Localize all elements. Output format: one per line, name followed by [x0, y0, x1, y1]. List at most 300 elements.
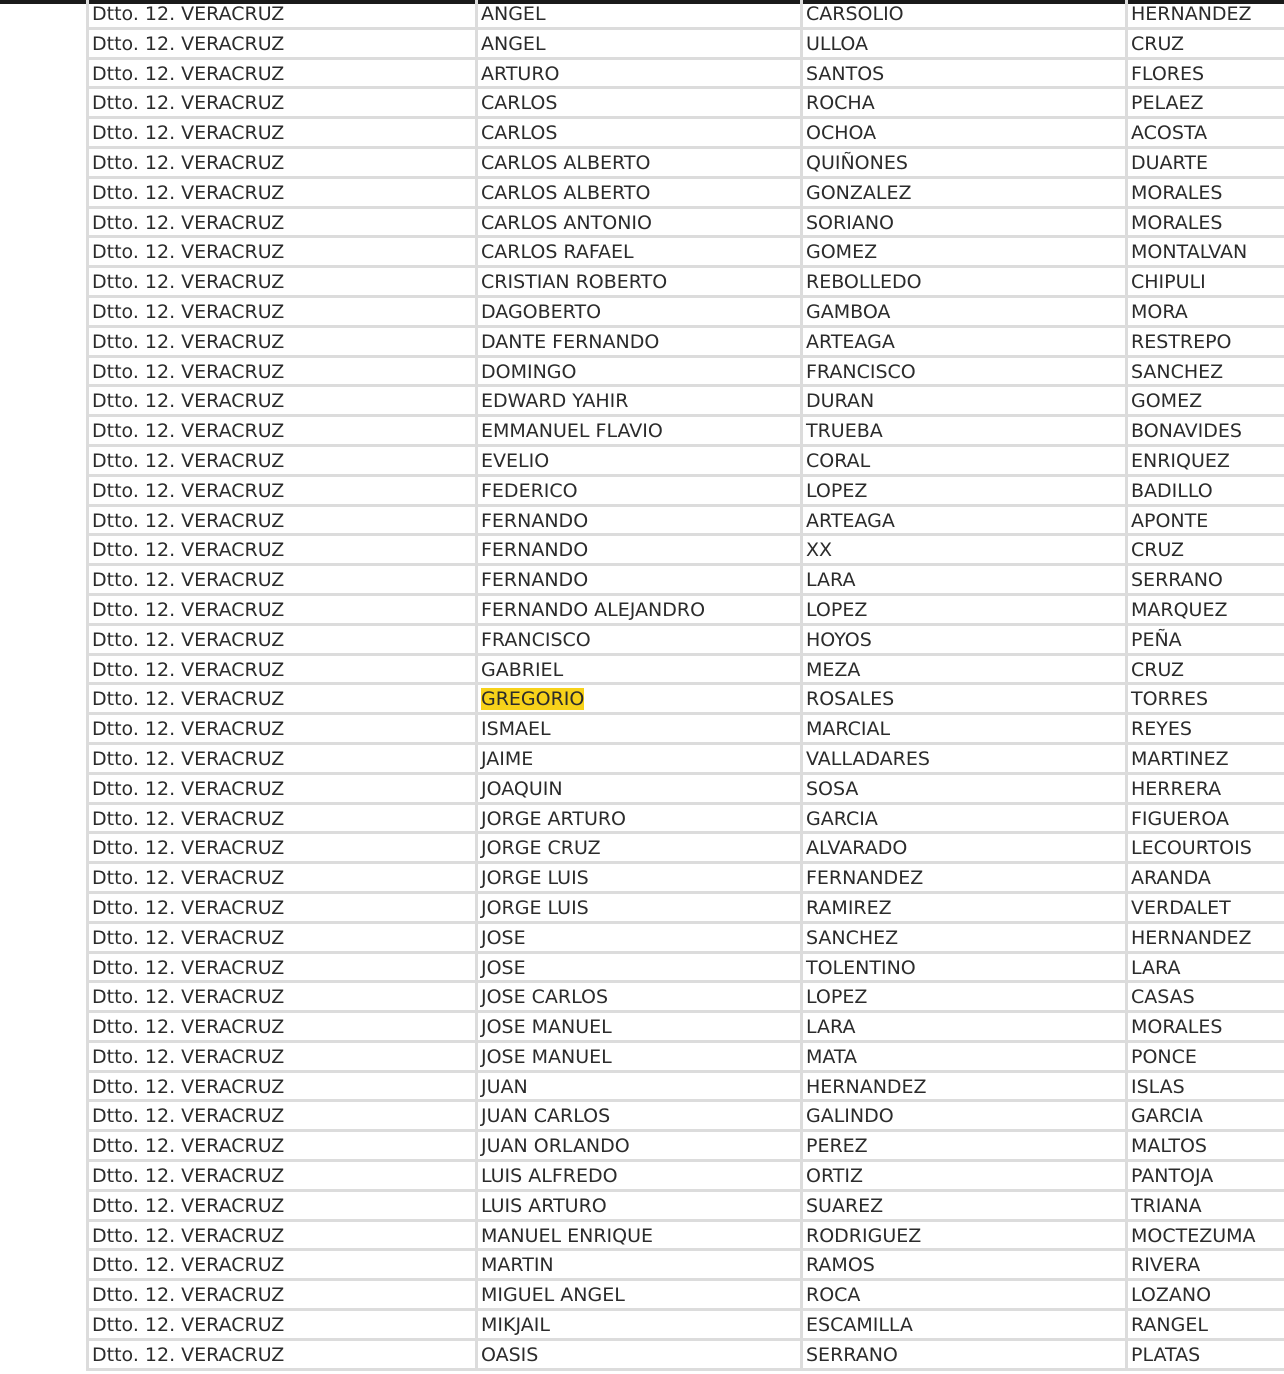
maternal-surname-cell — [1128, 1013, 1284, 1040]
district-cell — [89, 30, 478, 57]
cell-text: SORIANO — [806, 211, 894, 234]
first-name-cell — [478, 209, 803, 236]
cell-text: FERNANDO — [481, 539, 589, 562]
cell-text: MEZA — [806, 658, 861, 681]
first-name-cell — [478, 149, 803, 176]
district-cell — [89, 1222, 478, 1249]
cell-text: TRIANA — [1131, 1194, 1202, 1217]
table-row — [89, 1102, 1284, 1132]
maternal-surname-cell — [1128, 656, 1284, 683]
table-row — [89, 924, 1284, 954]
first-name-cell — [478, 0, 803, 27]
cell-text: LUIS ALFREDO — [481, 1165, 618, 1188]
table-row — [89, 566, 1284, 596]
table-row — [89, 328, 1284, 358]
cell-text: Dtto. 12. VERACRUZ — [92, 658, 285, 681]
first-name-cell — [478, 536, 803, 563]
paternal-surname-cell — [803, 864, 1128, 891]
cell-text: JORGE LUIS — [481, 867, 589, 890]
candidate-table — [86, 0, 1284, 1371]
first-name-cell — [478, 626, 803, 653]
cell-text: Dtto. 12. VERACRUZ — [92, 926, 285, 949]
district-cell — [89, 477, 478, 504]
maternal-surname-cell — [1128, 89, 1284, 116]
cell-text: ROCA — [806, 1284, 861, 1307]
maternal-surname-cell — [1128, 894, 1284, 921]
cell-text: CARLOS ALBERTO — [481, 151, 651, 174]
cell-text: CARSOLIO — [806, 3, 904, 25]
first-name-cell — [478, 656, 803, 683]
cell-text: Dtto. 12. VERACRUZ — [92, 807, 285, 830]
maternal-surname-cell — [1128, 447, 1284, 474]
district-cell — [89, 864, 478, 891]
highlighted-cell-text: GREGORIO — [481, 688, 585, 711]
maternal-surname-cell — [1128, 417, 1284, 444]
cell-text: FERNANDO ALEJANDRO — [481, 598, 706, 621]
first-name-cell — [478, 238, 803, 265]
table-row — [89, 775, 1284, 805]
cell-text: Dtto. 12. VERACRUZ — [92, 211, 285, 234]
first-name-cell — [478, 268, 803, 295]
paternal-surname-cell — [803, 298, 1128, 325]
cell-text: TORRES — [1131, 688, 1209, 711]
first-name-cell — [478, 89, 803, 116]
district-cell — [89, 417, 478, 444]
cell-text: DAGOBERTO — [481, 300, 602, 323]
cell-text: Dtto. 12. VERACRUZ — [92, 867, 285, 890]
cell-text: JUAN ORLANDO — [481, 1135, 630, 1158]
cell-text: DUARTE — [1131, 151, 1208, 174]
maternal-surname-cell — [1128, 1222, 1284, 1249]
cell-text: Dtto. 12. VERACRUZ — [92, 718, 285, 741]
paternal-surname-cell — [803, 805, 1128, 832]
cell-text: LARA — [806, 569, 856, 592]
paternal-surname-cell — [803, 1192, 1128, 1219]
paternal-surname-cell — [803, 238, 1128, 265]
cell-text: ESCAMILLA — [806, 1314, 913, 1337]
cell-text: MANUEL ENRIQUE — [481, 1224, 654, 1247]
cell-text: FERNANDEZ — [806, 867, 924, 890]
district-cell — [89, 894, 478, 921]
maternal-surname-cell — [1128, 0, 1284, 27]
cell-text: HERRERA — [1131, 777, 1222, 800]
cell-text: LOPEZ — [806, 986, 868, 1009]
paternal-surname-cell — [803, 1222, 1128, 1249]
paternal-surname-cell — [803, 1102, 1128, 1129]
table-row — [89, 1132, 1284, 1162]
cell-text: Dtto. 12. VERACRUZ — [92, 449, 285, 472]
cell-text: Dtto. 12. VERACRUZ — [92, 1254, 285, 1277]
table-row — [89, 1311, 1284, 1341]
cell-text: Dtto. 12. VERACRUZ — [92, 837, 285, 860]
cell-text: Dtto. 12. VERACRUZ — [92, 1075, 285, 1098]
cell-text: LARA — [1131, 956, 1181, 979]
first-name-cell — [478, 775, 803, 802]
table-row — [89, 656, 1284, 686]
maternal-surname-cell — [1128, 298, 1284, 325]
cell-text: Dtto. 12. VERACRUZ — [92, 1284, 285, 1307]
maternal-surname-cell — [1128, 60, 1284, 87]
paternal-surname-cell — [803, 60, 1128, 87]
maternal-surname-cell — [1128, 1281, 1284, 1308]
table-row — [89, 477, 1284, 507]
table-row — [89, 60, 1284, 90]
cell-text: EMMANUEL FLAVIO — [481, 420, 663, 443]
cell-text: Dtto. 12. VERACRUZ — [92, 1314, 285, 1337]
cell-text: Dtto. 12. VERACRUZ — [92, 777, 285, 800]
cell-text: JORGE CRUZ — [481, 837, 601, 860]
cell-text: APONTE — [1131, 509, 1209, 532]
cell-text: MONTALVAN — [1131, 241, 1248, 264]
maternal-surname-cell — [1128, 1192, 1284, 1219]
district-cell — [89, 298, 478, 325]
table-row — [89, 179, 1284, 209]
table-row — [89, 1162, 1284, 1192]
cell-text: CORAL — [806, 449, 871, 472]
first-name-cell — [478, 596, 803, 623]
first-name-cell — [478, 745, 803, 772]
cell-text: FRANCISCO — [481, 628, 591, 651]
paternal-surname-cell — [803, 507, 1128, 534]
cell-text: Dtto. 12. VERACRUZ — [92, 509, 285, 532]
cell-text: FLORES — [1131, 62, 1205, 85]
paternal-surname-cell — [803, 954, 1128, 981]
maternal-surname-cell — [1128, 1132, 1284, 1159]
table-row — [89, 0, 1284, 30]
table-row — [89, 387, 1284, 417]
cell-text: PLATAS — [1131, 1343, 1201, 1366]
first-name-cell — [478, 894, 803, 921]
maternal-surname-cell — [1128, 477, 1284, 504]
maternal-surname-cell — [1128, 924, 1284, 951]
paternal-surname-cell — [803, 119, 1128, 146]
cell-text: CHIPULI — [1131, 271, 1206, 294]
cell-text: VERDALET — [1131, 896, 1231, 919]
cell-text: ARTEAGA — [806, 330, 895, 353]
district-cell — [89, 983, 478, 1010]
cell-text: ANGEL — [481, 3, 546, 25]
paternal-surname-cell — [803, 1132, 1128, 1159]
maternal-surname-cell — [1128, 387, 1284, 414]
maternal-surname-cell — [1128, 507, 1284, 534]
cell-text: HERNANDEZ — [1131, 926, 1252, 949]
cell-text: OCHOA — [806, 122, 877, 145]
first-name-cell — [478, 1162, 803, 1189]
table-row — [89, 536, 1284, 566]
cell-text: MOCTEZUMA — [1131, 1224, 1256, 1247]
paternal-surname-cell — [803, 1162, 1128, 1189]
cell-text: HERNANDEZ — [806, 1075, 927, 1098]
district-cell — [89, 805, 478, 832]
table-row — [89, 30, 1284, 60]
district-cell — [89, 238, 478, 265]
maternal-surname-cell — [1128, 268, 1284, 295]
paternal-surname-cell — [803, 417, 1128, 444]
first-name-cell — [478, 864, 803, 891]
cell-text: Dtto. 12. VERACRUZ — [92, 1135, 285, 1158]
district-cell — [89, 924, 478, 951]
cell-text: SERRANO — [1131, 569, 1223, 592]
cell-text: EDWARD YAHIR — [481, 390, 629, 413]
cell-text: DANTE FERNANDO — [481, 330, 660, 353]
cell-text: GALINDO — [806, 1105, 894, 1128]
cell-text: GABRIEL — [481, 658, 564, 681]
paternal-surname-cell — [803, 626, 1128, 653]
cell-text: PANTOJA — [1131, 1165, 1214, 1188]
paternal-surname-cell — [803, 0, 1128, 27]
cell-text: Dtto. 12. VERACRUZ — [92, 271, 285, 294]
district-cell — [89, 1013, 478, 1040]
cell-text: PEÑA — [1131, 628, 1182, 651]
cell-text: ENRIQUEZ — [1131, 449, 1230, 472]
maternal-surname-cell — [1128, 983, 1284, 1010]
cell-text: JORGE ARTURO — [481, 807, 627, 830]
table-row — [89, 119, 1284, 149]
cell-text: PEREZ — [806, 1135, 868, 1158]
table-row — [89, 626, 1284, 656]
district-cell — [89, 1162, 478, 1189]
cell-text: SUAREZ — [806, 1194, 884, 1217]
cell-text: JAIME — [481, 747, 534, 770]
cell-text: HOYOS — [806, 628, 872, 651]
first-name-cell — [478, 1013, 803, 1040]
cell-text: ARTEAGA — [806, 509, 895, 532]
first-name-cell — [478, 1341, 803, 1368]
maternal-surname-cell — [1128, 1162, 1284, 1189]
cell-text: Dtto. 12. VERACRUZ — [92, 1165, 285, 1188]
first-name-cell — [478, 1281, 803, 1308]
district-cell — [89, 89, 478, 116]
first-name-cell — [478, 715, 803, 742]
cell-text: Dtto. 12. VERACRUZ — [92, 896, 285, 919]
district-cell — [89, 60, 478, 87]
paternal-surname-cell — [803, 209, 1128, 236]
maternal-surname-cell — [1128, 775, 1284, 802]
cell-text: LOPEZ — [806, 479, 868, 502]
first-name-cell — [478, 1192, 803, 1219]
cell-text: CRISTIAN ROBERTO — [481, 271, 668, 294]
cell-text: SANTOS — [806, 62, 885, 85]
cell-text: MARTIN — [481, 1254, 554, 1277]
cell-text: HERNANDEZ — [1131, 3, 1252, 25]
first-name-cell — [478, 477, 803, 504]
cell-text: LUIS ARTURO — [481, 1194, 607, 1217]
maternal-surname-cell — [1128, 626, 1284, 653]
cell-text: Dtto. 12. VERACRUZ — [92, 330, 285, 353]
paternal-surname-cell — [803, 894, 1128, 921]
cell-text: CRUZ — [1131, 539, 1185, 562]
district-cell — [89, 1043, 478, 1070]
cell-text: CARLOS RAFAEL — [481, 241, 634, 264]
table-row — [89, 1281, 1284, 1311]
table-row — [89, 1251, 1284, 1281]
maternal-surname-cell — [1128, 715, 1284, 742]
maternal-surname-cell — [1128, 149, 1284, 176]
cell-text: ACOSTA — [1131, 122, 1208, 145]
maternal-surname-cell — [1128, 596, 1284, 623]
maternal-surname-cell — [1128, 30, 1284, 57]
paternal-surname-cell — [803, 328, 1128, 355]
cell-text: GOMEZ — [806, 241, 878, 264]
cell-text: Dtto. 12. VERACRUZ — [92, 1343, 285, 1366]
district-cell — [89, 268, 478, 295]
paternal-surname-cell — [803, 834, 1128, 861]
cell-text: PELAEZ — [1131, 92, 1204, 115]
cell-text: Dtto. 12. VERACRUZ — [92, 360, 285, 383]
cell-text: JUAN — [481, 1075, 528, 1098]
paternal-surname-cell — [803, 685, 1128, 712]
cell-text: MORALES — [1131, 181, 1223, 204]
cell-text: CARLOS ANTONIO — [481, 211, 652, 234]
first-name-cell — [478, 834, 803, 861]
table-row — [89, 834, 1284, 864]
cell-text: JUAN CARLOS — [481, 1105, 611, 1128]
maternal-surname-cell — [1128, 685, 1284, 712]
maternal-surname-cell — [1128, 358, 1284, 385]
paternal-surname-cell — [803, 1311, 1128, 1338]
cell-text: CRUZ — [1131, 32, 1185, 55]
table-row — [89, 745, 1284, 775]
maternal-surname-cell — [1128, 805, 1284, 832]
cell-text: MORA — [1131, 300, 1188, 323]
cell-text: RODRIGUEZ — [806, 1224, 922, 1247]
cell-text: JOSE CARLOS — [481, 986, 609, 1009]
district-cell — [89, 1102, 478, 1129]
cell-text: CARLOS — [481, 92, 558, 115]
paternal-surname-cell — [803, 268, 1128, 295]
district-cell — [89, 507, 478, 534]
maternal-surname-cell — [1128, 179, 1284, 206]
cell-text: MARTINEZ — [1131, 747, 1229, 770]
cell-text: Dtto. 12. VERACRUZ — [92, 628, 285, 651]
cell-text: JOSE MANUEL — [481, 1016, 612, 1039]
cell-text: DOMINGO — [481, 360, 577, 383]
cell-text: CARLOS — [481, 122, 558, 145]
first-name-cell — [478, 805, 803, 832]
table-row — [89, 209, 1284, 239]
paternal-surname-cell — [803, 447, 1128, 474]
paternal-surname-cell — [803, 1281, 1128, 1308]
maternal-surname-cell — [1128, 1341, 1284, 1368]
table-row — [89, 268, 1284, 298]
cell-text: Dtto. 12. VERACRUZ — [92, 1224, 285, 1247]
table-row — [89, 89, 1284, 119]
first-name-cell — [478, 1102, 803, 1129]
cell-text: RESTREPO — [1131, 330, 1232, 353]
cell-text: ISLAS — [1131, 1075, 1185, 1098]
table-row — [89, 894, 1284, 924]
cell-text: Dtto. 12. VERACRUZ — [92, 32, 285, 55]
first-name-cell — [478, 1132, 803, 1159]
cell-text: Dtto. 12. VERACRUZ — [92, 122, 285, 145]
cell-text: SANCHEZ — [806, 926, 899, 949]
table-row — [89, 596, 1284, 626]
table-row — [89, 298, 1284, 328]
paternal-surname-cell — [803, 924, 1128, 951]
district-cell — [89, 536, 478, 563]
first-name-cell — [478, 60, 803, 87]
paternal-surname-cell — [803, 775, 1128, 802]
paternal-surname-cell — [803, 1341, 1128, 1368]
cell-text: ARTURO — [481, 62, 560, 85]
cell-text: Dtto. 12. VERACRUZ — [92, 479, 285, 502]
cell-text: Dtto. 12. VERACRUZ — [92, 300, 285, 323]
district-cell — [89, 745, 478, 772]
cell-text: REYES — [1131, 718, 1192, 741]
paternal-surname-cell — [803, 89, 1128, 116]
district-cell — [89, 656, 478, 683]
cell-text: Dtto. 12. VERACRUZ — [92, 62, 285, 85]
first-name-cell — [478, 30, 803, 57]
first-name-cell — [478, 387, 803, 414]
cell-text: RIVERA — [1131, 1254, 1201, 1277]
cell-text: RANGEL — [1131, 1314, 1208, 1337]
cell-text: MORALES — [1131, 211, 1223, 234]
cell-text: JORGE LUIS — [481, 896, 589, 919]
cell-text: SERRANO — [806, 1343, 898, 1366]
district-cell — [89, 0, 478, 27]
paternal-surname-cell — [803, 477, 1128, 504]
district-cell — [89, 685, 478, 712]
first-name-cell — [478, 1073, 803, 1100]
cell-text: Dtto. 12. VERACRUZ — [92, 1105, 285, 1128]
cell-text: LECOURTOIS — [1131, 837, 1252, 860]
table-row — [89, 1043, 1284, 1073]
paternal-surname-cell — [803, 149, 1128, 176]
cell-text: Dtto. 12. VERACRUZ — [92, 1194, 285, 1217]
district-cell — [89, 209, 478, 236]
cell-text: Dtto. 12. VERACRUZ — [92, 420, 285, 443]
cell-text: ANGEL — [481, 32, 546, 55]
cell-text: CRUZ — [1131, 658, 1185, 681]
paternal-surname-cell — [803, 536, 1128, 563]
cell-text: JOSE MANUEL — [481, 1045, 612, 1068]
first-name-cell — [478, 685, 803, 712]
district-cell — [89, 954, 478, 981]
district-cell — [89, 1073, 478, 1100]
cell-text: GAMBOA — [806, 300, 891, 323]
cell-text: EVELIO — [481, 449, 550, 472]
district-cell — [89, 834, 478, 861]
paternal-surname-cell — [803, 1073, 1128, 1100]
paternal-surname-cell — [803, 30, 1128, 57]
cell-text: Dtto. 12. VERACRUZ — [92, 688, 285, 711]
paternal-surname-cell — [803, 1251, 1128, 1278]
cell-text: ISMAEL — [481, 718, 551, 741]
paternal-surname-cell — [803, 1043, 1128, 1070]
paternal-surname-cell — [803, 596, 1128, 623]
cell-text: MIKJAIL — [481, 1314, 550, 1337]
cell-text: RAMIREZ — [806, 896, 892, 919]
table-row — [89, 954, 1284, 984]
cell-text: LOPEZ — [806, 598, 868, 621]
cell-text: ORTIZ — [806, 1165, 863, 1188]
cell-text: MATA — [806, 1045, 858, 1068]
cell-text: SANCHEZ — [1131, 360, 1224, 383]
cell-text: Dtto. 12. VERACRUZ — [92, 181, 285, 204]
cell-text: ROSALES — [806, 688, 895, 711]
first-name-cell — [478, 417, 803, 444]
cell-text: Dtto. 12. VERACRUZ — [92, 1016, 285, 1039]
cell-text: JOSE — [481, 926, 526, 949]
first-name-cell — [478, 1251, 803, 1278]
first-name-cell — [478, 1043, 803, 1070]
paternal-surname-cell — [803, 1013, 1128, 1040]
district-cell — [89, 566, 478, 593]
cell-text: LARA — [806, 1016, 856, 1039]
cell-text: Dtto. 12. VERACRUZ — [92, 598, 285, 621]
first-name-cell — [478, 298, 803, 325]
